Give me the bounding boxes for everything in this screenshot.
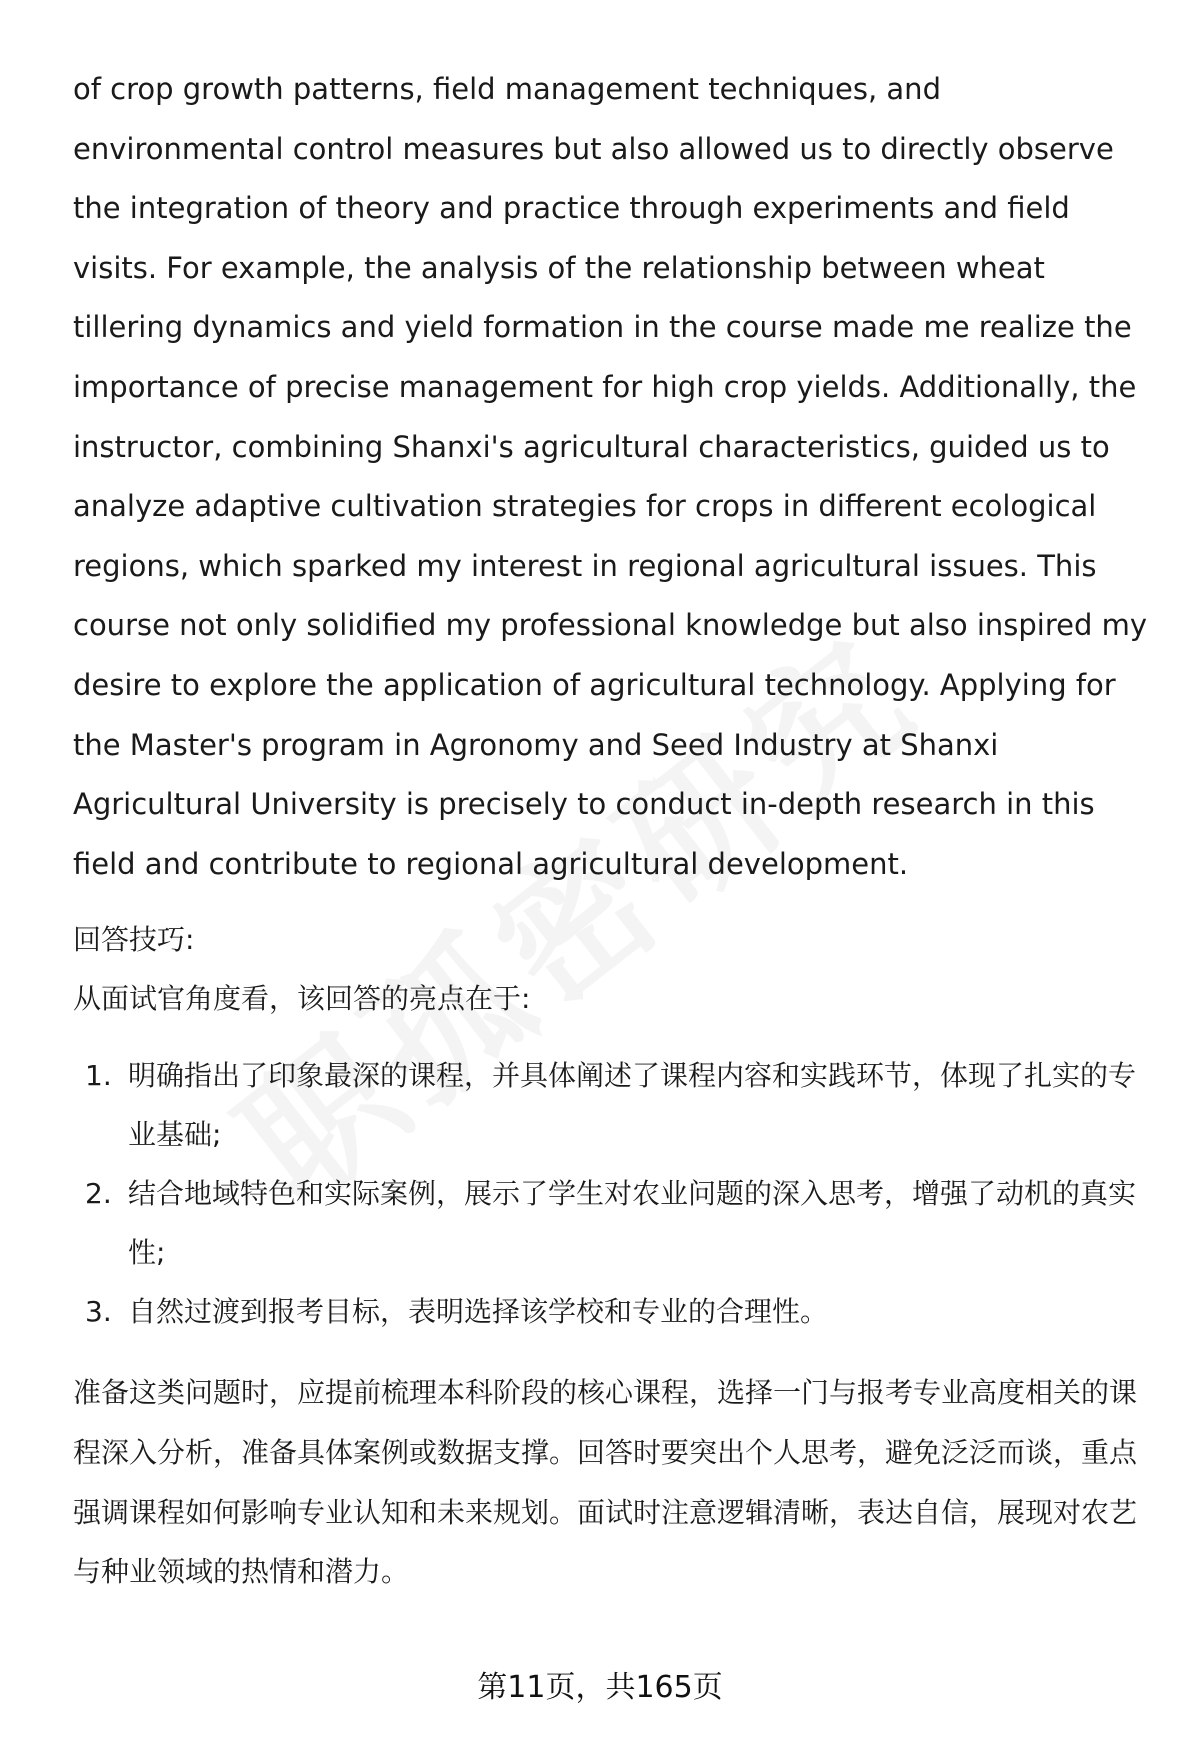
- list-item: [73, 1282, 1153, 1341]
- highlights-list: [73, 1046, 1153, 1341]
- page-content: [73, 60, 1153, 1602]
- list-text: 明确指出了印象最深的课程，并具体阐述了课程内容和实践环节，体现了扎实的专业基础;: [128, 1059, 1137, 1152]
- list-number: 3.: [85, 1295, 112, 1329]
- list-number: 2.: [85, 1177, 112, 1211]
- list-item: [73, 1046, 1153, 1164]
- list-item: [73, 1164, 1153, 1282]
- english-answer-paragraph: of crop growth patterns, field management techniques, and environmental control measures but also allowed us to directly observe the integration of theory and practice through experiments and field visits. For example, the analysis of the relationship between wheat tillering dynamics and yield formation in the course made me realize the importance of precise management for high crop yields. Additionally, the instructor, combining Shanxi's agricultural characteristics, guided us to analyze adaptive cultivation strategies for crops in different ecological regions, which sparked my interest in regional agricultural issues. This course not only solidified my professional knowledge but also inspired my desire to explore the application of agricultural technology. Applying for the Master's program in Agronomy and Seed Industry at Shanxi Agricultural University is precisely to conduct in-depth research in this field and contribute to regional agricultural development.: [73, 72, 1148, 881]
- list-text: 自然过渡到报考目标，表明选择该学校和专业的合理性。: [128, 1295, 829, 1329]
- list-text: 结合地域特色和实际案例，展示了学生对农业问题的深入思考，增强了动机的真实性;: [128, 1177, 1137, 1270]
- list-number: 1.: [85, 1059, 112, 1093]
- tips-heading: 回答技巧:: [73, 923, 195, 957]
- page-number-footer: 第11页，共165页: [477, 1670, 723, 1705]
- advice-paragraph: 准备这类问题时，应提前梳理本科阶段的核心课程，选择一门与报考专业高度相关的课程深入分析，准备具体案例或数据支撑。回答时要突出个人思考，避免泛泛而谈，重点强调课程如何影响专业认知和未来规划。面试时注意逻辑清晰，表达自信，展现对农艺与种业领域的热情和潜力。: [73, 1376, 1138, 1589]
- tips-intro: 从面试官角度看，该回答的亮点在于:: [73, 982, 531, 1016]
